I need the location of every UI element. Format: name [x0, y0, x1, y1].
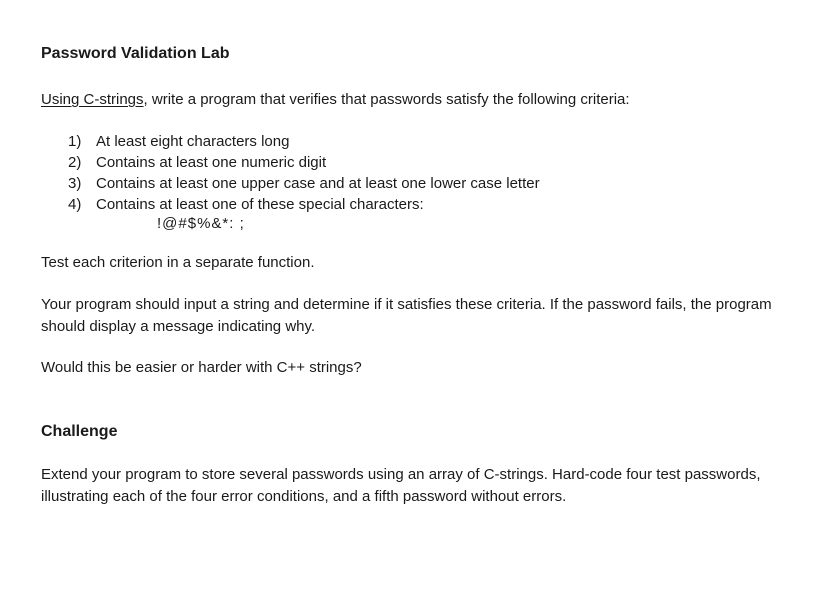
- criteria-text: Contains at least one of these special characters:: [96, 196, 424, 213]
- special-characters: !@#$%&*: ;: [157, 215, 245, 232]
- intro-rest-text: , write a program that verifies that passwords satisfy the following criteria:: [143, 91, 630, 108]
- criteria-text: Contains at least one numeric digit: [96, 154, 327, 171]
- criteria-number: 1): [68, 133, 82, 150]
- question-text: Would this be easier or harder with C++ strings?: [41, 359, 362, 376]
- criteria-number: 2): [68, 154, 82, 171]
- page-title: Password Validation Lab: [41, 45, 230, 62]
- criteria-number: 3): [68, 175, 82, 192]
- intro-line: [41, 90, 630, 110]
- criteria-item-1: [68, 132, 289, 152]
- criteria-text: Contains at least one upper case and at least one lower case letter: [96, 175, 540, 192]
- criteria-item-2: [68, 153, 326, 173]
- intro-underlined-text: Using C-strings: [41, 91, 144, 108]
- criteria-text: At least eight characters long: [96, 133, 290, 150]
- challenge-paragraph: Extend your program to store several passwords using an array of C-strings. Hard-code four test passwords, illustrating each of the four error conditions, and a fifth password without errors.: [41, 466, 761, 505]
- criteria-number: 4): [68, 196, 82, 213]
- criteria-item-4: [68, 195, 424, 215]
- criteria-item-3: [68, 174, 540, 194]
- program-paragraph: Your program should input a string and determine if it satisfies these criteria. If the password fails, the program should display a message indicating why.: [41, 296, 772, 335]
- test-each-text: Test each criterion in a separate function.: [41, 254, 315, 271]
- challenge-heading: Challenge: [41, 423, 118, 440]
